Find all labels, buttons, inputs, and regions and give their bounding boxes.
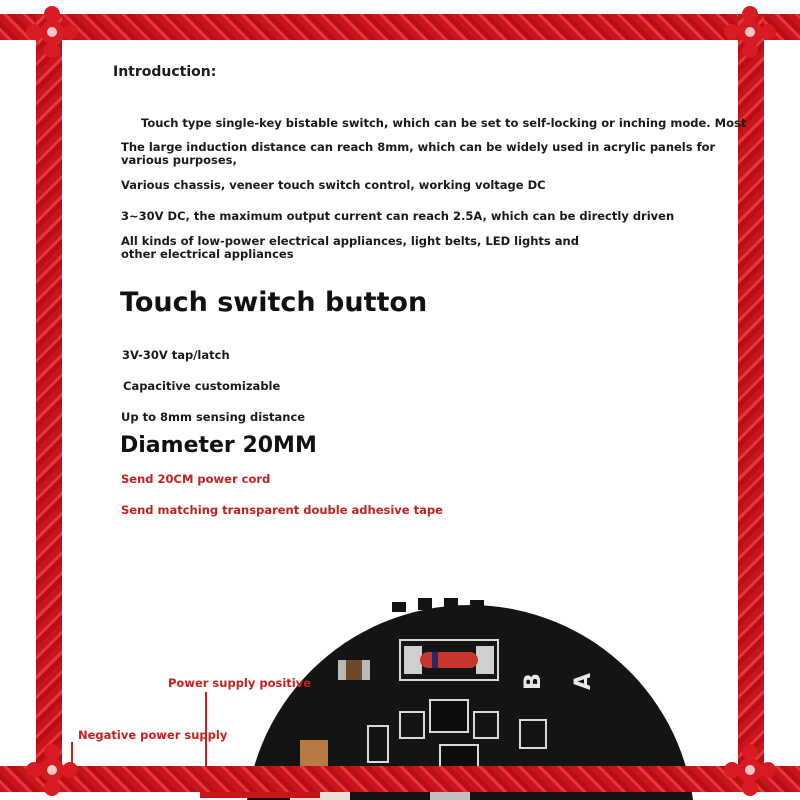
corner-ornament-bottom-left [22,740,82,800]
diameter-heading: Diameter 20MM [120,433,317,458]
intro-line-2: The large induction distance can reach 8mm, which can be widely used in acrylic panels for various purposes, [121,140,716,167]
extra-adhesive-tape: Send matching transparent double adhesive tape [121,503,443,517]
zener-diode [420,652,478,668]
pad-label-b: B [521,673,546,690]
pad-label-a: A [571,672,596,690]
intro-line-3: Various chassis, veneer touch switch control, working voltage DC [121,178,546,192]
feature-capacitive: Capacitive customizable [123,379,281,393]
extra-power-cord: Send 20CM power cord [121,472,271,486]
corner-ornament-top-right [720,2,780,62]
feature-sensing-distance: Up to 8mm sensing distance [121,410,306,424]
corner-ornament-bottom-right [720,740,780,800]
intro-line-1: Touch type single-key bistable switch, which can be set to self-locking or inching mode. Most [141,116,747,130]
label-negative-supply: Negative power supply [78,728,228,742]
feature-voltage: 3V-30V tap/latch [122,348,230,362]
label-power-positive: Power supply positive [168,676,312,690]
corner-ornament-top-left [22,2,82,62]
intro-title: Introduction: [113,64,217,80]
product-heading: Touch switch button [120,287,428,318]
frame-bottom-border [0,766,800,792]
intro-line-4: 3~30V DC, the maximum output current can reach 2.5A, which can be directly driven [121,209,675,223]
intro-line-5: All kinds of low-power electrical appliances, light belts, LED lights and other electrical appliances [121,234,579,261]
sot-transistor [430,700,468,732]
